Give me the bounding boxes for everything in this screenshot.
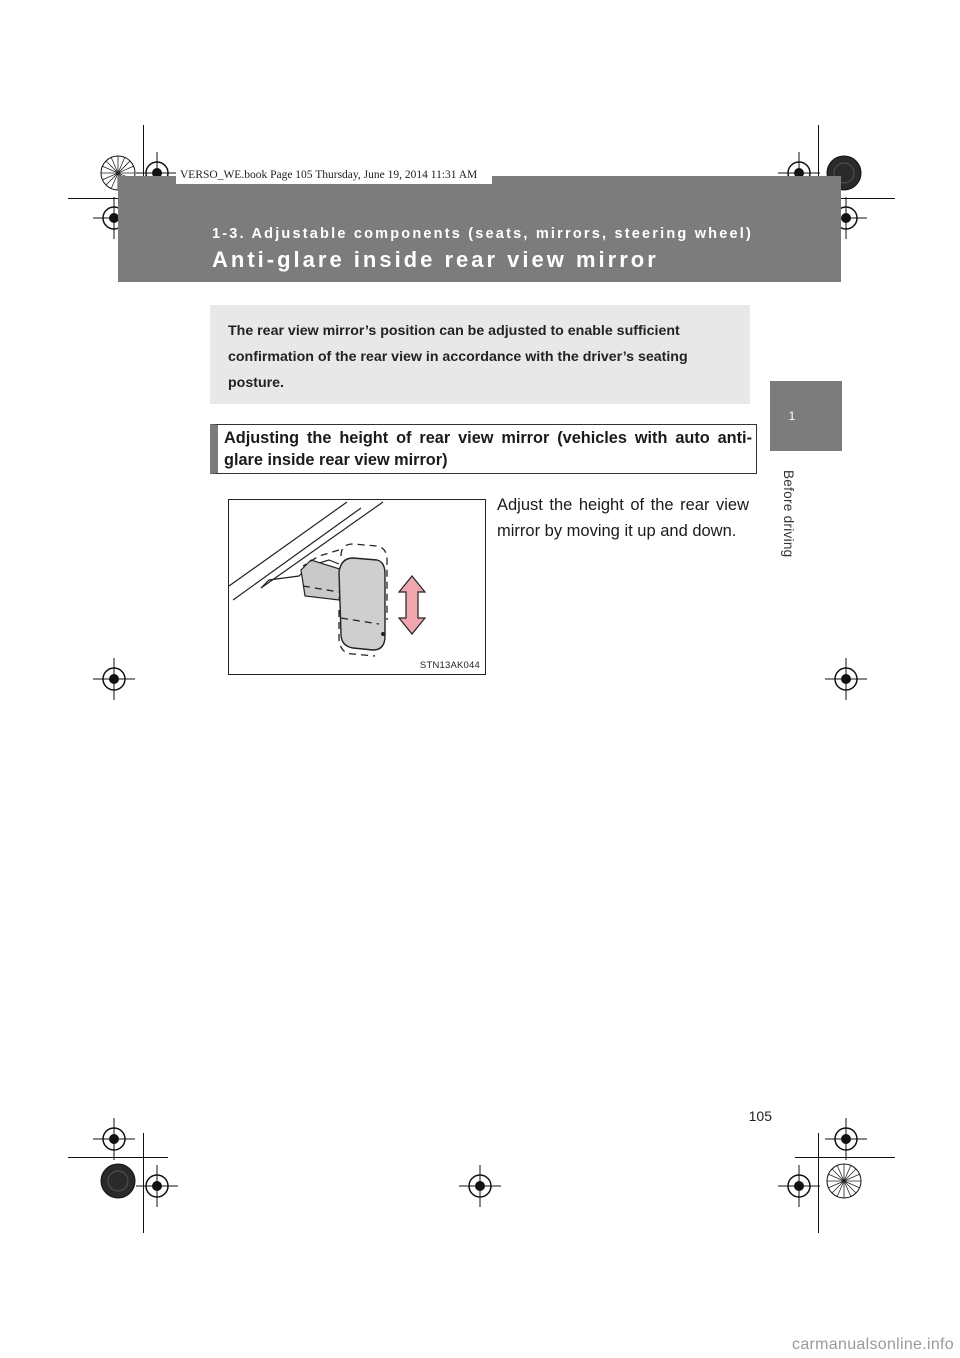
chapter-tab [770,381,842,451]
intro-text: The rear view mirror’s position can be adjusted to enable sufficient confirmation of the rear view in accordance with the driver’s seating posture. [228,323,688,391]
rear-view-mirror-drawing [229,500,485,674]
header-band [118,176,841,282]
subsection-heading-text: Adjusting the height of rear view mirror (vehicles with auto anti-glare inside rear view mirror) [224,429,752,469]
book-stamp: VERSO_WE.book Page 105 Thursday, June 19, 2014 11:31 AM [176,166,492,184]
registration-mark-icon [459,1165,501,1207]
page-number: 105 [748,1108,772,1124]
watermark: carmanualsonline.info [792,1336,954,1353]
subsection-heading [210,424,757,474]
registration-mark-icon [93,1118,135,1160]
body-text: Adjust the height of the rear view mirror by moving it up and down. [497,496,749,540]
chapter-name: Before driving [781,470,796,558]
registration-mark-icon [93,658,135,700]
registration-mark-icon [136,1165,178,1207]
mirror-illustration [228,499,486,675]
section-label: 1-3. Adjustable components (seats, mirrors, steering wheel) [212,226,754,242]
page-title: Anti-glare inside rear view mirror [212,247,659,272]
illustration-code: STN13AK044 [419,660,480,671]
color-target-icon [826,1163,862,1199]
registration-mark-icon [778,1165,820,1207]
chapter-number: 1 [788,409,796,423]
intro-box [210,305,750,404]
registration-mark-icon [825,1118,867,1160]
dark-target-icon [100,1163,136,1199]
registration-mark-icon [825,658,867,700]
